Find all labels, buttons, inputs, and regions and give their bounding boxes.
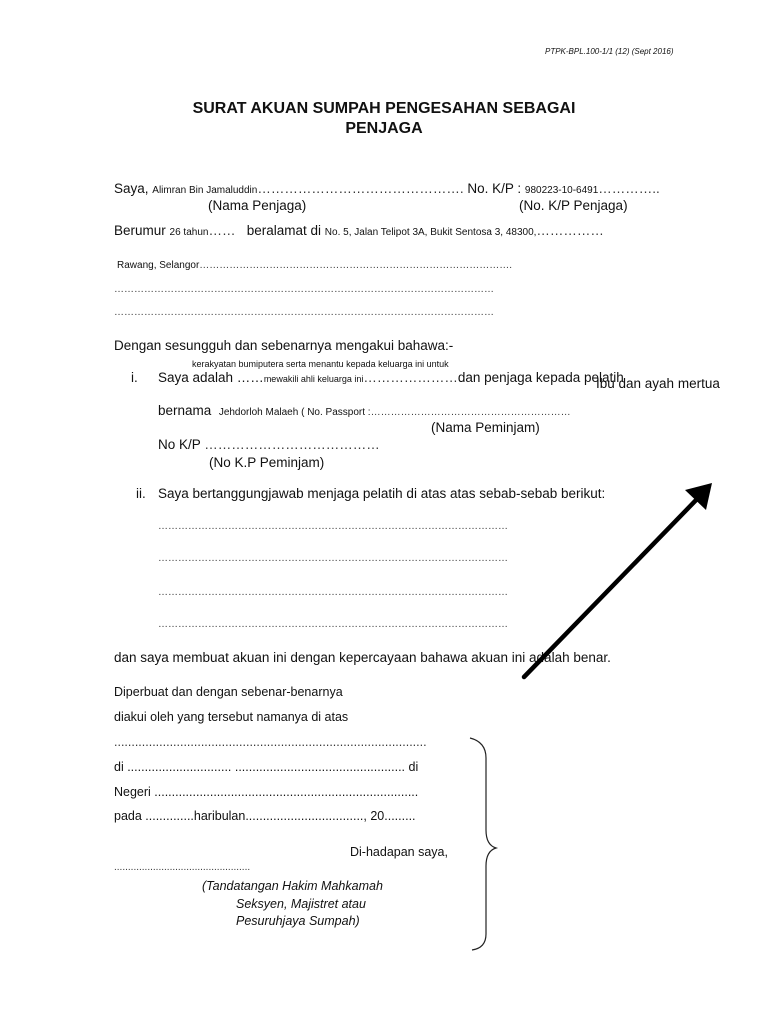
guardian-kp-dots: ………….. (598, 181, 660, 196)
diperbuat-line-2: diakui oleh yang tersebut namanya di atas (114, 710, 349, 724)
curly-brace (470, 738, 496, 950)
title-line-2: PENJAGA (345, 120, 423, 137)
age-dots: …… (208, 223, 236, 238)
saya-label: Saya, (114, 181, 153, 196)
borrower-kp-caption: (No K.P Peminjam) (209, 455, 325, 470)
age-value: 26 tahun (169, 227, 209, 238)
blank-line-1: …………………………………………………………………………………………………… (114, 284, 494, 295)
dihadapan-saya: Di-hadapan saya, (350, 845, 448, 859)
item-i-number: i. (131, 370, 138, 385)
di-line: di .............................. ................................................. di (114, 760, 419, 774)
nokp-dots: ………………………………… (204, 437, 380, 452)
guardian-name-dots: ………………………………………. (257, 181, 464, 196)
handwritten-note-mid: mewakili ahli keluarga ini (263, 374, 364, 384)
bernama-label: bernama (158, 403, 212, 418)
reason-line: …………………………………………………………………………………………… (158, 553, 508, 564)
closing-statement: dan saya membuat akuan ini dengan kepercayaan bahawa akuan ini adalah benar. (114, 650, 611, 665)
address-dots-2: …………………………………………………………………………………. (199, 260, 513, 271)
berumur-label: Berumur (114, 223, 166, 238)
borrower-name-caption: (Nama Peminjam) (431, 420, 540, 435)
nokp-label: No K/P (158, 437, 201, 452)
item-i-dots: ………………… (363, 370, 458, 385)
title-line-1: SURAT AKUAN SUMPAH PENGESAHAN SEBAGAI (192, 100, 576, 117)
reason-line: …………………………………………………………………………………………… (158, 619, 508, 630)
handwritten-note-top: kerakyatan bumiputera serta menantu kepada keluarga ini untuk (192, 359, 449, 369)
item-ii-number: ii. (136, 486, 146, 501)
pada-line: pada ..............haribulan.................................., 20......... (114, 809, 416, 823)
kp-label: No. K/P : (463, 181, 525, 196)
annotation-ibu-ayah-mertua: Ibu dan ayah mertua (596, 376, 720, 391)
address-value-2: Rawang, Selangor (117, 260, 200, 271)
signature-dots: .......................................................................................... (114, 735, 427, 749)
beralamat-label: beralamat di (246, 223, 322, 238)
item-i-rest: dan penjaga kepada pelatih (457, 370, 624, 385)
reason-line: …………………………………………………………………………………………… (158, 521, 508, 532)
form-reference: PTPK-BPL.100-1/1 (12) (Sept 2016) (545, 47, 674, 56)
guardian-name-value: Alimran Bin Jamaluddin (152, 185, 258, 196)
declaration-intro: Dengan sesungguh dan sebenarnya mengakui bahawa:- (114, 338, 454, 353)
tandatangan-line-3: Pesuruhjaya Sumpah) (236, 914, 360, 928)
address-value-1: No. 5, Jalan Telipot 3A, Bukit Sentosa 3, 48300, (324, 227, 537, 238)
guardian-kp-value: 980223-10-6491 (524, 185, 599, 196)
negeri-line: Negeri ............................................................................ (114, 785, 419, 799)
diperbuat-line-1: Diperbuat dan dengan sebenar-benarnya (114, 685, 343, 699)
address-dots-1: …………… (536, 223, 604, 238)
borrower-name-value: Jehdorloh Malaeh ( No. Passport : (218, 407, 371, 418)
borrower-name-dots: …………………………………………………… (370, 407, 571, 418)
commissioner-signature-dots: ................................................. (114, 862, 251, 873)
item-ii-text: Saya bertanggungjawab menjaga pelatih di atas atas sebab-sebab berikut: (158, 486, 606, 501)
tandatangan-line-2: Seksyen, Majistret atau (236, 897, 366, 911)
guardian-name-caption: (Nama Penjaga) (208, 198, 307, 213)
blank-line-2: …………………………………………………………………………………………………… (114, 307, 494, 318)
guardian-kp-caption: (No. K/P Penjaga) (519, 198, 628, 213)
item-i-text: Saya adalah …… (158, 370, 264, 385)
tandatangan-line-1: (Tandatangan Hakim Mahkamah (202, 879, 383, 893)
reason-line: …………………………………………………………………………………………… (158, 587, 508, 598)
